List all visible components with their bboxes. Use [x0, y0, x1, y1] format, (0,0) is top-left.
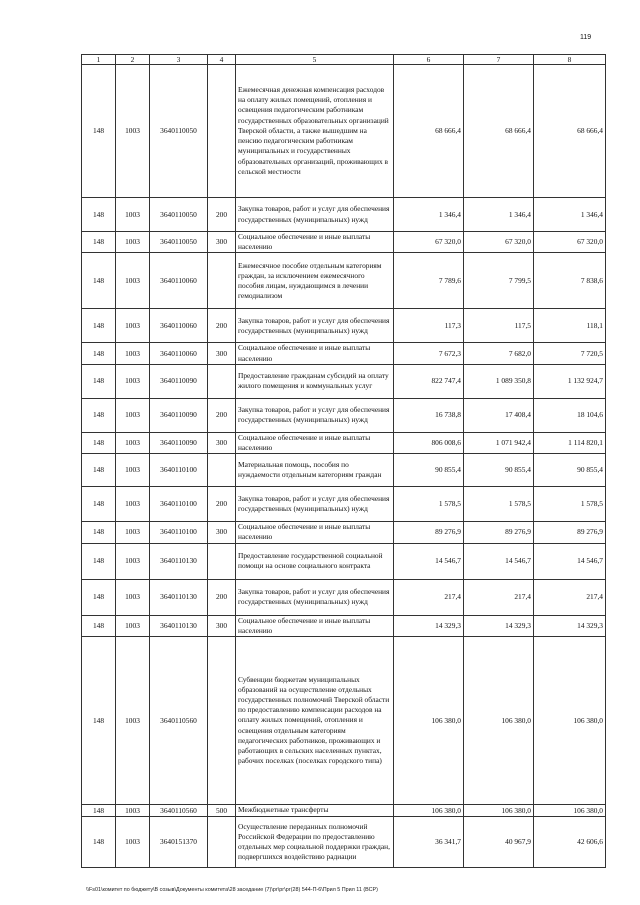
cell-description: Закупка товаров, работ и услуг для обеспечения государственных (муниципальных) нужд [236, 198, 394, 232]
header-col-7: 7 [464, 55, 534, 65]
cell-amount-col6: 14 546,7 [394, 543, 464, 579]
cell-target-article: 3640110090 [150, 398, 208, 432]
cell-description: Ежемесячное пособие отдельным категориям граждан, за исключением ежемесячного пособия лицам, нуждающимся в лечении гемодиализом [236, 253, 394, 309]
cell-amount-col8: 14 329,3 [534, 615, 606, 636]
cell-section-code: 1003 [116, 65, 150, 198]
cell-target-article: 3640110050 [150, 232, 208, 253]
cell-description: Социальное обеспечение и иные выплаты населению [236, 615, 394, 636]
cell-expense-type: 200 [208, 579, 236, 615]
cell-ved-code: 148 [82, 637, 116, 805]
table-row [82, 232, 606, 253]
cell-description: Ежемесячная денежная компенсация расходов на оплату жилых помещений, отопления и освещения педагогическим работникам государственных образовательных организаций Тверской области, а также вышедшим на пенсию педагогическим работникам муниципальных и государственных образовательных организаций, проживающих в сельской местности [236, 65, 394, 198]
cell-section-code: 1003 [116, 309, 150, 343]
header-col-8: 8 [534, 55, 606, 65]
cell-description: Закупка товаров, работ и услуг для обеспечения государственных (муниципальных) нужд [236, 487, 394, 522]
cell-amount-col7: 14 546,7 [464, 543, 534, 579]
cell-description: Субвенции бюджетам муниципальных образований на осуществление отдельных государственных полномочий Тверской области по предоставлению компенсации расходов на оплату жилых помещений, отопления и освещения отдельным категориям педагогических работников, проживающих и работающих в сельских населенных пунктах, рабочих поселках (поселках городского типа) [236, 637, 394, 805]
cell-amount-col8: 7 720,5 [534, 343, 606, 364]
cell-section-code: 1003 [116, 817, 150, 868]
cell-section-code: 1003 [116, 615, 150, 636]
header-col-3: 3 [150, 55, 208, 65]
cell-amount-col6: 89 276,9 [394, 522, 464, 543]
cell-description: Предоставление государственной социальной помощи на основе социального контракта [236, 543, 394, 579]
cell-ved-code: 148 [82, 522, 116, 543]
cell-section-code: 1003 [116, 543, 150, 579]
cell-expense-type [208, 454, 236, 487]
cell-description: Закупка товаров, работ и услуг для обеспечения государственных (муниципальных) нужд [236, 579, 394, 615]
cell-amount-col7: 217,4 [464, 579, 534, 615]
cell-amount-col8: 1 114 820,1 [534, 432, 606, 453]
cell-ved-code: 148 [82, 364, 116, 398]
cell-amount-col7: 1 071 942,4 [464, 432, 534, 453]
cell-target-article: 3640110090 [150, 364, 208, 398]
cell-expense-type: 200 [208, 487, 236, 522]
cell-ved-code: 148 [82, 454, 116, 487]
cell-description: Межбюджетные трансферты [236, 805, 394, 817]
cell-target-article: 3640110100 [150, 522, 208, 543]
cell-target-article: 3640110560 [150, 637, 208, 805]
cell-amount-col7: 68 666,4 [464, 65, 534, 198]
table-row [82, 432, 606, 453]
cell-ved-code: 148 [82, 65, 116, 198]
cell-amount-col6: 822 747,4 [394, 364, 464, 398]
cell-target-article: 3640110060 [150, 309, 208, 343]
cell-section-code: 1003 [116, 432, 150, 453]
cell-amount-col8: 42 606,6 [534, 817, 606, 868]
header-col-4: 4 [208, 55, 236, 65]
table-row [82, 65, 606, 198]
cell-amount-col8: 68 666,4 [534, 65, 606, 198]
cell-ved-code: 148 [82, 309, 116, 343]
cell-expense-type [208, 364, 236, 398]
cell-amount-col8: 67 320,0 [534, 232, 606, 253]
cell-section-code: 1003 [116, 522, 150, 543]
cell-amount-col7: 7 682,0 [464, 343, 534, 364]
cell-amount-col7: 67 320,0 [464, 232, 534, 253]
cell-expense-type: 500 [208, 805, 236, 817]
cell-ved-code: 148 [82, 579, 116, 615]
cell-ved-code: 148 [82, 343, 116, 364]
cell-amount-col6: 16 738,8 [394, 398, 464, 432]
cell-ved-code: 148 [82, 805, 116, 817]
table-row [82, 398, 606, 432]
cell-amount-col6: 7 789,6 [394, 253, 464, 309]
cell-expense-type: 200 [208, 309, 236, 343]
cell-section-code: 1003 [116, 232, 150, 253]
cell-expense-type: 300 [208, 522, 236, 543]
cell-amount-col7: 89 276,9 [464, 522, 534, 543]
cell-section-code: 1003 [116, 343, 150, 364]
cell-amount-col6: 90 855,4 [394, 454, 464, 487]
cell-ved-code: 148 [82, 398, 116, 432]
cell-expense-type [208, 817, 236, 868]
cell-amount-col8: 89 276,9 [534, 522, 606, 543]
cell-amount-col7: 106 380,0 [464, 637, 534, 805]
table-row [82, 615, 606, 636]
cell-amount-col6: 14 329,3 [394, 615, 464, 636]
cell-section-code: 1003 [116, 454, 150, 487]
cell-target-article: 3640110130 [150, 615, 208, 636]
cell-section-code: 1003 [116, 805, 150, 817]
cell-amount-col7: 14 329,3 [464, 615, 534, 636]
cell-amount-col8: 14 546,7 [534, 543, 606, 579]
cell-amount-col6: 106 380,0 [394, 637, 464, 805]
table-row [82, 637, 606, 805]
cell-description: Социальное обеспечение и иные выплаты населению [236, 343, 394, 364]
cell-amount-col6: 1 346,4 [394, 198, 464, 232]
cell-expense-type [208, 65, 236, 198]
cell-expense-type [208, 637, 236, 805]
cell-target-article: 3640110130 [150, 579, 208, 615]
cell-ved-code: 148 [82, 817, 116, 868]
cell-amount-col7: 1 089 350,8 [464, 364, 534, 398]
cell-target-article: 3640110090 [150, 432, 208, 453]
cell-target-article: 3640110060 [150, 253, 208, 309]
cell-amount-col8: 217,4 [534, 579, 606, 615]
cell-ved-code: 148 [82, 432, 116, 453]
page-number: 119 [580, 34, 592, 41]
table-row [82, 817, 606, 868]
cell-amount-col8: 90 855,4 [534, 454, 606, 487]
cell-description: Предоставление гражданам субсидий на оплату жилого помещения и коммунальных услуг [236, 364, 394, 398]
cell-expense-type [208, 253, 236, 309]
cell-amount-col7: 7 799,5 [464, 253, 534, 309]
file-path-footer: \\Fs01\комитет по бюджету\В созыв\Документы комитета\28 заседание (7)\рг\рг\рг(28) 544-П-6\Прил 5 Прил 11 (ВСР) [86, 887, 378, 893]
cell-target-article: 3640110050 [150, 65, 208, 198]
cell-amount-col8: 1 132 924,7 [534, 364, 606, 398]
header-col-1: 1 [82, 55, 116, 65]
cell-ved-code: 148 [82, 543, 116, 579]
cell-amount-col8: 106 380,0 [534, 637, 606, 805]
cell-amount-col6: 68 666,4 [394, 65, 464, 198]
cell-description: Материальная помощь, пособия по нуждаемости отдельным категориям граждан [236, 454, 394, 487]
cell-amount-col6: 806 008,6 [394, 432, 464, 453]
table-row [82, 805, 606, 817]
cell-section-code: 1003 [116, 579, 150, 615]
table-row [82, 522, 606, 543]
cell-ved-code: 148 [82, 198, 116, 232]
budget-table [81, 54, 606, 868]
table-row [82, 487, 606, 522]
cell-ved-code: 148 [82, 253, 116, 309]
cell-amount-col6: 117,3 [394, 309, 464, 343]
cell-amount-col7: 90 855,4 [464, 454, 534, 487]
cell-ved-code: 148 [82, 232, 116, 253]
header-col-5: 5 [236, 55, 394, 65]
cell-amount-col8: 1 346,4 [534, 198, 606, 232]
header-col-6: 6 [394, 55, 464, 65]
cell-amount-col6: 7 672,3 [394, 343, 464, 364]
cell-section-code: 1003 [116, 253, 150, 309]
cell-description: Закупка товаров, работ и услуг для обеспечения государственных (муниципальных) нужд [236, 398, 394, 432]
cell-description: Закупка товаров, работ и услуг для обеспечения государственных (муниципальных) нужд [236, 309, 394, 343]
cell-expense-type: 300 [208, 232, 236, 253]
cell-description: Социальное обеспечение и иные выплаты населению [236, 232, 394, 253]
cell-amount-col8: 106 380,0 [534, 805, 606, 817]
cell-section-code: 1003 [116, 198, 150, 232]
cell-target-article: 3640110130 [150, 543, 208, 579]
table-row [82, 253, 606, 309]
cell-amount-col6: 36 341,7 [394, 817, 464, 868]
cell-amount-col6: 1 578,5 [394, 487, 464, 522]
cell-expense-type: 300 [208, 343, 236, 364]
cell-amount-col8: 118,1 [534, 309, 606, 343]
column-number-header [82, 55, 606, 65]
cell-expense-type: 300 [208, 432, 236, 453]
cell-target-article: 3640110050 [150, 198, 208, 232]
cell-section-code: 1003 [116, 637, 150, 805]
cell-expense-type: 300 [208, 615, 236, 636]
cell-target-article: 3640151370 [150, 817, 208, 868]
cell-amount-col7: 1 578,5 [464, 487, 534, 522]
cell-amount-col8: 1 578,5 [534, 487, 606, 522]
cell-amount-col6: 217,4 [394, 579, 464, 615]
cell-section-code: 1003 [116, 487, 150, 522]
cell-amount-col8: 18 104,6 [534, 398, 606, 432]
cell-ved-code: 148 [82, 615, 116, 636]
cell-expense-type: 200 [208, 398, 236, 432]
cell-amount-col6: 67 320,0 [394, 232, 464, 253]
cell-amount-col6: 106 380,0 [394, 805, 464, 817]
table-row [82, 364, 606, 398]
cell-target-article: 3640110560 [150, 805, 208, 817]
cell-description: Социальное обеспечение и иные выплаты населению [236, 522, 394, 543]
cell-amount-col7: 1 346,4 [464, 198, 534, 232]
table-row [82, 343, 606, 364]
cell-expense-type [208, 543, 236, 579]
cell-expense-type: 200 [208, 198, 236, 232]
table-row [82, 309, 606, 343]
table-row [82, 454, 606, 487]
cell-amount-col7: 17 408,4 [464, 398, 534, 432]
cell-amount-col7: 40 967,9 [464, 817, 534, 868]
cell-target-article: 3640110100 [150, 487, 208, 522]
cell-description: Социальное обеспечение и иные выплаты населению [236, 432, 394, 453]
cell-description: Осуществление переданных полномочий Российской Федерации по предоставлению отдельных мер социальной поддержки граждан, подвергшихся воздействию радиации [236, 817, 394, 868]
cell-target-article: 3640110060 [150, 343, 208, 364]
table-row [82, 543, 606, 579]
cell-amount-col7: 106 380,0 [464, 805, 534, 817]
cell-target-article: 3640110100 [150, 454, 208, 487]
cell-section-code: 1003 [116, 364, 150, 398]
cell-section-code: 1003 [116, 398, 150, 432]
cell-amount-col8: 7 838,6 [534, 253, 606, 309]
cell-ved-code: 148 [82, 487, 116, 522]
table-row [82, 579, 606, 615]
table-row [82, 198, 606, 232]
header-col-2: 2 [116, 55, 150, 65]
cell-amount-col7: 117,5 [464, 309, 534, 343]
